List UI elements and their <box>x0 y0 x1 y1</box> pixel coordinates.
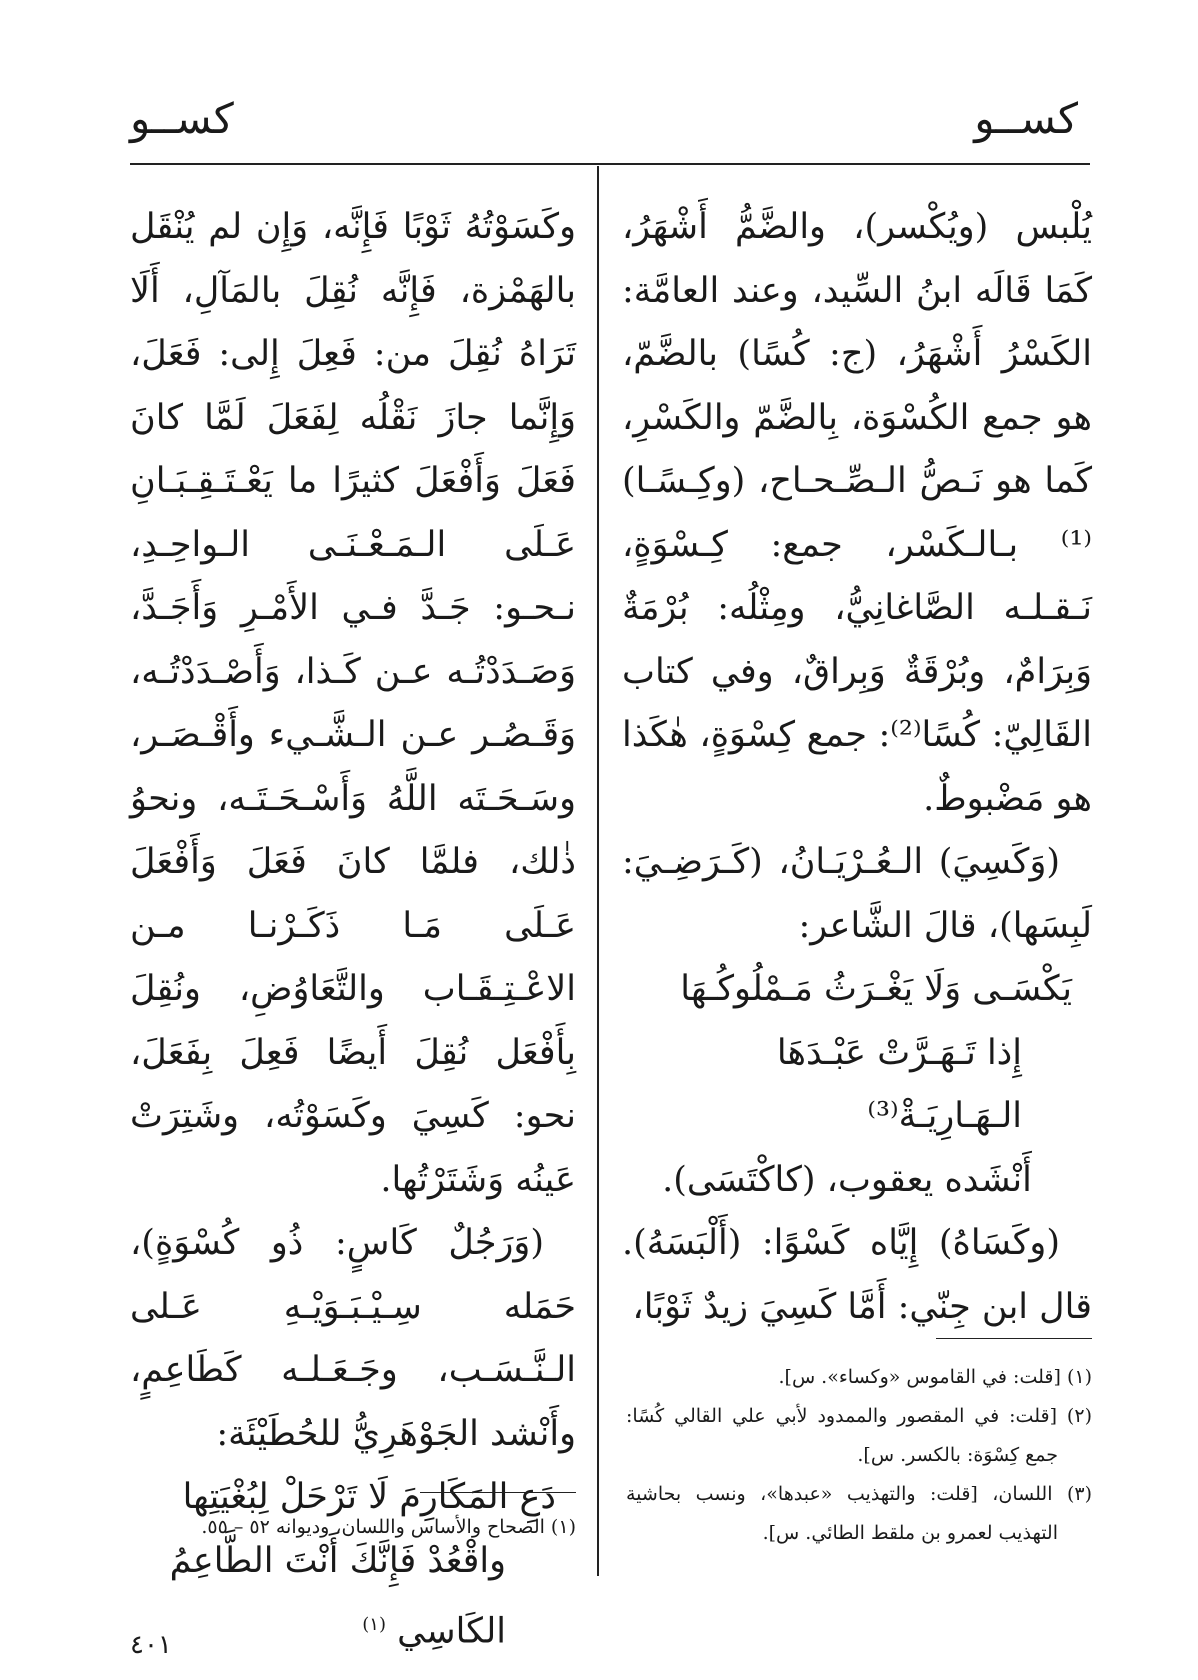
running-header-right: كســو <box>974 94 1078 143</box>
column-divider <box>597 166 599 1576</box>
footnote-right-3: (٣) اللسان، [قلت: والتهذيب «عبدها»، ونسب بحاشية التهذيب لعمرو بن ملقط الطائي. س]. <box>626 1483 1092 1544</box>
left-verse-line-1: دَعِ المَكَارِمَ لَا تَرْحَلْ لِبُغْيَتِها <box>182 1477 556 1517</box>
right-column <box>622 196 1092 1339</box>
left-column <box>130 196 576 1664</box>
right-verse-line-2: إِذا تَـهَـرَّتْ عَبْـدَهَا الـهَـارِيَـةْ⁽³⁾ <box>776 1032 1022 1136</box>
left-verse-note-marker: (١) <box>362 1614 386 1635</box>
right-paragraph-1: يُلْبس (ويُكْسر)، والضَّمُّ أَشْهَرُ، كَمَا قَالَه ابنُ السِّيد، وعند العامَّة: الكَسْرُ أَشْهَرُ، (ج: كُسًا) بالضَّمّ، هو جمع الكُسْوَة، بِالضَّمّ والكَسْرِ، كَما هو نَـصُّ الـصِّـحـاح، (وكِـسًـا)⁽¹⁾ بـالـكَسْر، جمع: كِـسْوَةٍ، نَـقـلـه الصَّاغانِيُّ، ومِثْلُه: بُرْمَةٌ وَبِرَامٌ، وبُرْقَةٌ وَبِراقٌ، وفي كتاب القَالِيّ: كُسًا⁽²⁾: جمع كِسْوَةٍ، هٰكَذا هو مَضْبوطٌ. <box>622 207 1092 819</box>
header-rule <box>130 163 1090 165</box>
footnote-left-1: (١) الصحاح والأساس واللسان، وديوانه ٥٢ – ٥٥. <box>201 1516 576 1538</box>
right-paragraph-3: (وكَسَاهُ) إِيَّاه كَسْوًا: (أَلْبَسَهُ). قال ابن جِنّي: أَمَّا كَسِيَ زيدٌ ثَوْبًا، <box>622 1223 1092 1327</box>
right-paragraph-2: (وَكَسِيَ) الـعُـرْيَـانُ، (كَـرَضِـيَ: لَبِسَها)، قالَ الشَّاعر: <box>622 842 1092 946</box>
footnotes-left <box>130 1508 576 1547</box>
running-header-left: كســو <box>130 94 234 143</box>
left-paragraph-1: وكَسَوْتُهُ ثَوْبًا فَإِنَّه، وَإِن لم يُنْقَل بالهَمْزة، فَإِنَّه نُقِلَ بالمَآلِ، أَلَا تَرَاهُ نُقِلَ من: فَعِلَ إِلى: فَعَلَ، وَإِنَّما جازَ نَقْلُه لِفَعَلَ لَمَّا كانَ فَعَلَ وَأَفْعَلَ كثيرًا ما يَعْـتَـقِـبَـانِ عَـلَى الـمَـعْـنَـى الـواحِـدِ، نـحـو: جَـدَّ فـي الأَمْـرِ وَأَجَـدَّ، وَصَـدَدْتُـه عـن كَـذا، وَأَصْـدَدْتُـه، وَقَـصُـر عـن الـشَّـيء وأَقْـصَـر، وسَـحَـتَه اللَّهُ وَأَسْـحَـتَـه، ونحوُ ذٰلك، فلمَّا كانَ فَعَلَ وَأَفْعَلَ عَـلَى مَـا ذَكَـرْنـا مـن الاعْـتِـقَـاب والتَّعَاوُضِ، ونُقِلَ بِأَفْعَل نُقِلَ أَيضًا فَعِلَ بِفَعَلَ، نحو: كَسِيَ وكَسَوْتُه، وشَتِرَتْ عَينُه وَشَتَرْتُها. <box>130 207 576 1200</box>
right-verse-line-1: يَكْسَـى وَلَا يَغْـرَثُ مَـمْلُوكُـهَا <box>680 969 1072 1009</box>
left-paragraph-2: (وَرَجُلٌ كَاسٍ: ذُو كُسْوَةٍ)، حَمَله سِـيْـبَـوَيْـهِ عَـلى الـنَّـسَـب، وجَـعَـلـه كَطَاعِمٍ، وأَنْشد الجَوْهَرِيُّ للحُطَيْئَة: <box>130 1223 576 1454</box>
footnotes-right <box>626 1358 1092 1553</box>
footnote-rule-right <box>936 1338 1092 1339</box>
footnote-right-1: (١) [قلت: في القاموس «وكساء». س]. <box>778 1366 1092 1388</box>
left-verse-line-2-text: واقْعُدْ فَإِنَّكَ أَنْتَ الطَّاعِمُ الكَاسِي <box>169 1540 506 1652</box>
left-verse-line-2 <box>130 1530 576 1665</box>
right-after-verse: أَنْشَده يعقوب، (كاكْتَسَى). <box>662 1159 1032 1200</box>
page-number: ٤٠١ <box>130 1630 172 1660</box>
footnote-right-2: (٢) [قلت: في المقصور والممدود لأبي علي القالي كُسًا: جمع كِسْوَة: بالكسر. س]. <box>626 1405 1092 1466</box>
footnote-rule-left <box>420 1492 576 1493</box>
